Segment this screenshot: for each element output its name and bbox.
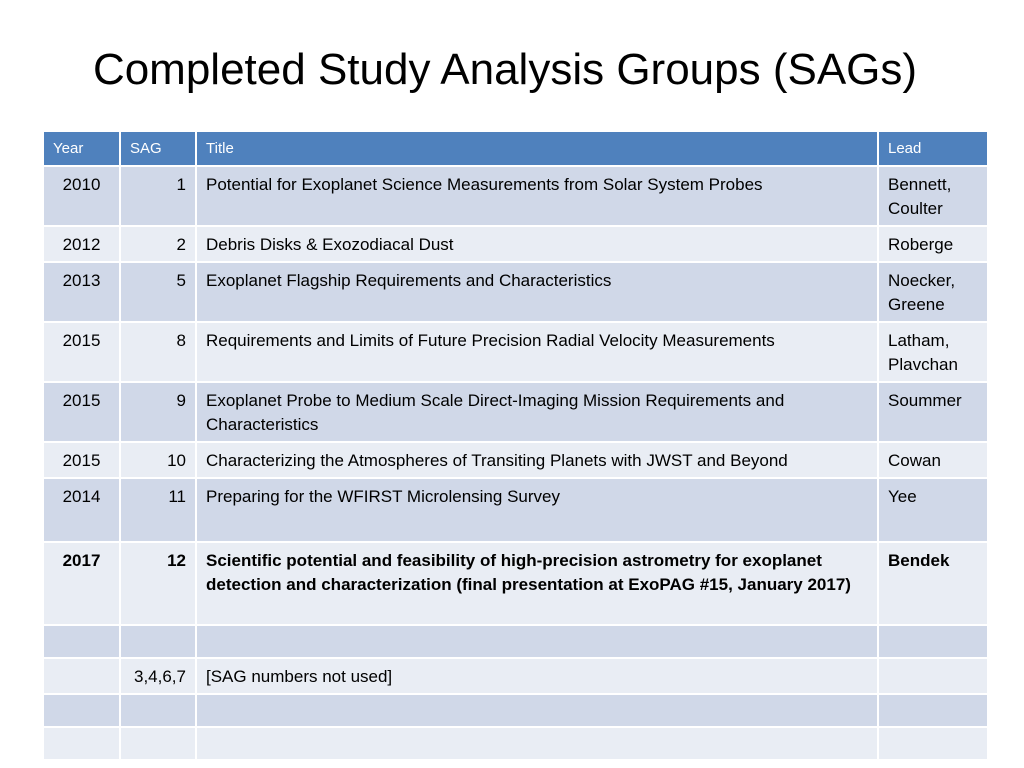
cell-year	[43, 658, 120, 694]
cell-sag	[120, 727, 196, 760]
cell-year: 2017	[43, 542, 120, 625]
cell-lead: Noecker, Greene	[878, 262, 988, 322]
header-sag: SAG	[120, 131, 196, 166]
cell-title: [SAG numbers not used]	[196, 658, 878, 694]
cell-title: Scientific potential and feasibility of high-precision astrometry for exoplanet detection and characterization (final presentation at ExoPAG #15, January 2017)	[196, 542, 878, 625]
cell-lead: Cowan	[878, 442, 988, 478]
cell-title: Requirements and Limits of Future Precision Radial Velocity Measurements	[196, 322, 878, 382]
cell-title	[196, 625, 878, 658]
cell-sag: 3,4,6,7	[120, 658, 196, 694]
cell-lead	[878, 658, 988, 694]
cell-title	[196, 694, 878, 727]
cell-title: Exoplanet Probe to Medium Scale Direct-Imaging Mission Requirements and Characteristics	[196, 382, 878, 442]
cell-sag	[120, 694, 196, 727]
cell-year	[43, 625, 120, 658]
table-row	[43, 625, 988, 658]
cell-title: Characterizing the Atmospheres of Transiting Planets with JWST and Beyond	[196, 442, 878, 478]
table-row	[43, 694, 988, 727]
cell-year	[43, 727, 120, 760]
cell-year: 2015	[43, 442, 120, 478]
table-row	[43, 382, 988, 442]
cell-title: Exoplanet Flagship Requirements and Characteristics	[196, 262, 878, 322]
table-row	[43, 262, 988, 322]
cell-sag: 11	[120, 478, 196, 542]
cell-lead	[878, 727, 988, 760]
header-title: Title	[196, 131, 878, 166]
cell-year	[43, 694, 120, 727]
header-lead: Lead	[878, 131, 988, 166]
cell-year: 2015	[43, 382, 120, 442]
cell-lead: Bendek	[878, 542, 988, 625]
cell-sag: 1	[120, 166, 196, 226]
table-header-row	[43, 131, 988, 166]
cell-lead: Yee	[878, 478, 988, 542]
cell-lead: Latham, Plavchan	[878, 322, 988, 382]
cell-sag: 10	[120, 442, 196, 478]
cell-lead: Roberge	[878, 226, 988, 262]
header-year: Year	[43, 131, 120, 166]
cell-sag: 5	[120, 262, 196, 322]
table-row	[43, 226, 988, 262]
cell-lead: Bennett, Coulter	[878, 166, 988, 226]
cell-sag: 9	[120, 382, 196, 442]
cell-lead	[878, 694, 988, 727]
cell-year: 2014	[43, 478, 120, 542]
cell-year: 2010	[43, 166, 120, 226]
table-row	[43, 166, 988, 226]
table-row	[43, 442, 988, 478]
table-row	[43, 542, 988, 625]
slide-title: Completed Study Analysis Groups (SAGs)	[92, 45, 918, 94]
cell-sag: 8	[120, 322, 196, 382]
cell-lead: Soummer	[878, 382, 988, 442]
table-row	[43, 727, 988, 760]
cell-year: 2013	[43, 262, 120, 322]
cell-title: Preparing for the WFIRST Microlensing Survey	[196, 478, 878, 542]
cell-lead	[878, 625, 988, 658]
cell-year: 2015	[43, 322, 120, 382]
table-row	[43, 478, 988, 542]
cell-year: 2012	[43, 226, 120, 262]
cell-title: Debris Disks & Exozodiacal Dust	[196, 226, 878, 262]
sag-table	[42, 130, 989, 761]
cell-sag: 12	[120, 542, 196, 625]
table-row	[43, 322, 988, 382]
cell-sag: 2	[120, 226, 196, 262]
cell-sag	[120, 625, 196, 658]
cell-title: Potential for Exoplanet Science Measurements from Solar System Probes	[196, 166, 878, 226]
cell-title	[196, 727, 878, 760]
table-row	[43, 658, 988, 694]
